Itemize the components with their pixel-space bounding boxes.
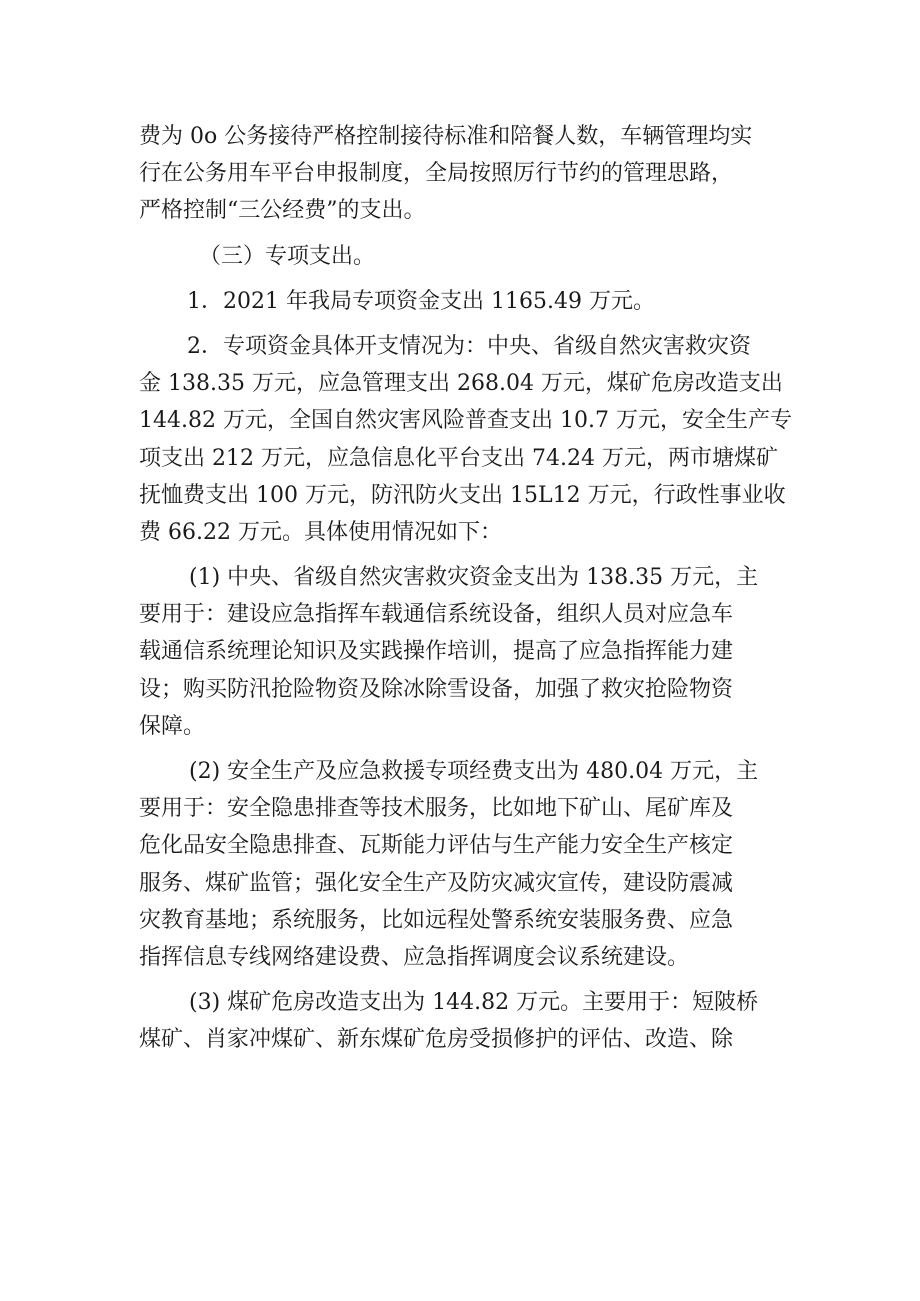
text-line: 144.82 万元，全国自然灾害风险普查支出 10.7 万元，安全生产专	[139, 408, 792, 434]
paragraph-p-sub-1	[139, 559, 789, 745]
paragraph-gap	[139, 320, 789, 328]
text-line: 设；购买防汛抢险物资及除冰除雪设备，加强了救灾抢险物资	[139, 676, 734, 702]
text-line: (3) 煤矿危房改造支出为 144.82 万元。主要用于：短陂桥	[189, 990, 759, 1016]
text-line: 指挥信息专线网络建设费、应急指挥调度会议系统建设。	[139, 944, 690, 970]
text-line: 行在公务用车平台申报制度，全局按照厉行节约的管理思路，	[139, 161, 734, 187]
text-line: (2) 安全生产及应急救援专项经费支出为 480.04 万元，主	[189, 759, 759, 784]
paragraph-p-sub-2	[139, 753, 789, 976]
text-line: 煤矿、肖家冲煤矿、新东煤矿危房受损修护的评估、改造、除	[139, 1027, 734, 1053]
text-line: 费 66.22 万元。具体使用情况如下：	[139, 519, 502, 545]
paragraph-gap	[139, 976, 789, 984]
text-line: 1．2021 年我局专项资金支出 1165.49 万元。	[187, 288, 655, 314]
text-line: 要用于：建设应急指挥车载通信系统设备，组织人员对应急车	[139, 602, 734, 628]
paragraph-gap	[139, 551, 789, 559]
text-line: 保障。	[139, 713, 206, 739]
paragraph-gap	[139, 230, 789, 238]
paragraph-p-item-2	[139, 328, 792, 551]
text-line: 危化品安全隐患排查、瓦斯能力评估与生产能力安全生产核定	[139, 833, 734, 859]
paragraph-p-sub-3	[139, 984, 789, 1058]
paragraph-gap	[139, 745, 789, 753]
text-line: 要用于：安全隐患排查等技术服务，比如地下矿山、尾矿库及	[139, 796, 734, 822]
text-line: 严格控制“三公经费”的支出。	[139, 198, 426, 224]
paragraph-p-public-reception	[139, 118, 789, 230]
document-body	[139, 118, 792, 1059]
text-line: 抚恤费支出 100 万元，防汛防火支出 15L12 万元，行政性事业收	[139, 482, 786, 508]
text-line: 费为 0o 公务接待严格控制接待标准和陪餐人数，车辆管理均实	[139, 124, 753, 149]
text-line: （三）专项支出。	[199, 243, 376, 269]
text-line: 灾教育基地；系统服务，比如远程处警系统安装服务费、应急	[139, 907, 734, 933]
paragraph-p-item-1	[139, 283, 789, 320]
text-line: 金 138.35 万元，应急管理支出 268.04 万元，煤矿危房改造支出	[139, 371, 783, 397]
text-line: 2．专项资金具体开支情况为：中央、省级自然灾害救灾资	[187, 333, 751, 359]
text-line: (1) 中央、省级自然灾害救灾资金支出为 138.35 万元，主	[189, 565, 759, 591]
text-line: 载通信系统理论知识及实践操作培训，提高了应急指挥能力建	[139, 639, 734, 665]
text-line: 项支出 212 万元，应急信息化平台支出 74.24 万元，两市塘煤矿	[139, 445, 778, 471]
paragraph-gap	[139, 275, 789, 283]
text-line: 服务、煤矿监管；强化安全生产及防灾减灾宣传，建设防震减	[139, 870, 734, 896]
paragraph-p-section-3	[139, 238, 789, 275]
